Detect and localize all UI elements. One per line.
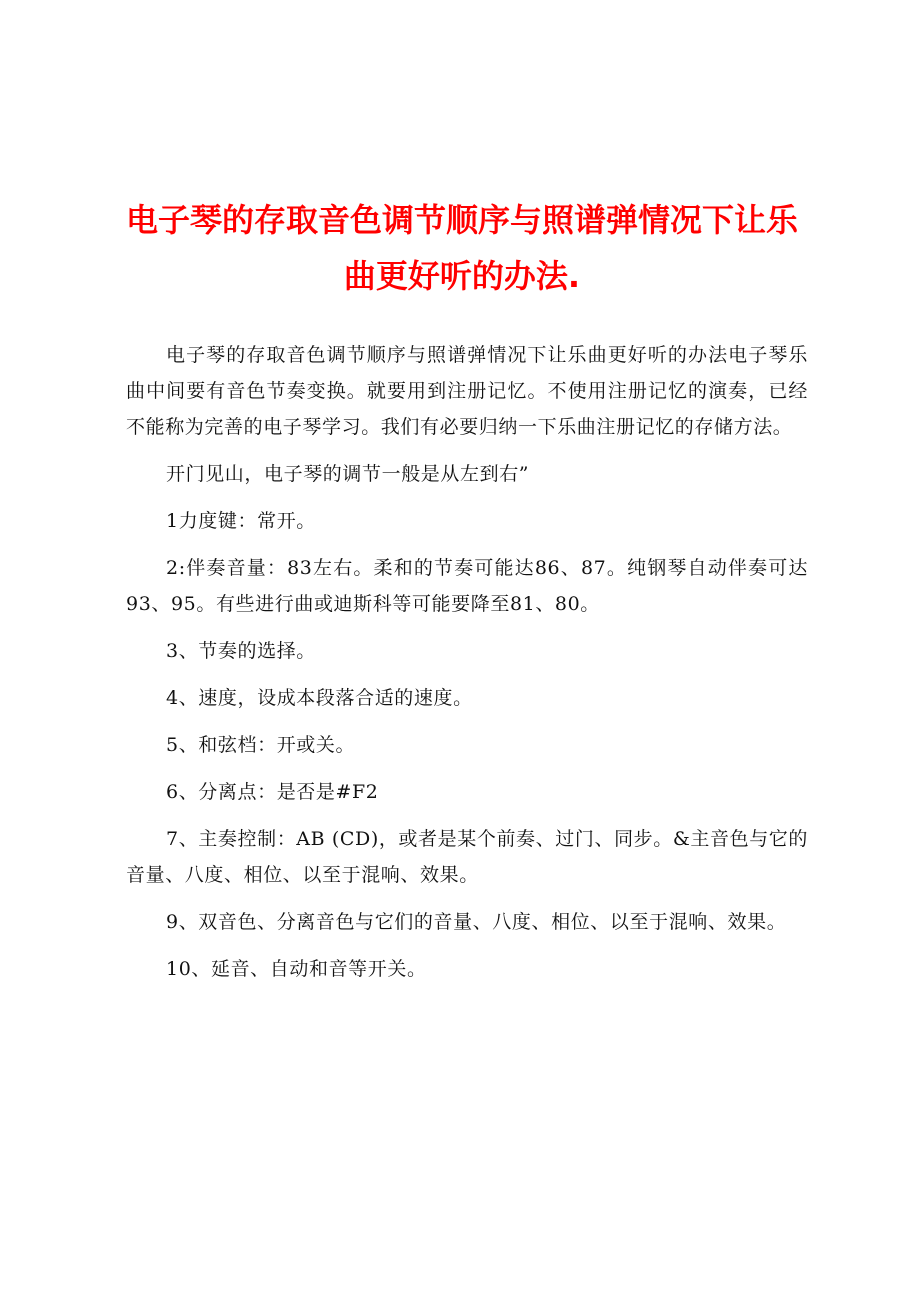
paragraph-step-7: 7、主奏控制：AB (CD)，或者是某个前奏、过门、同步。&主音色与它的音量、八度、相位、以至于混响、效果。 <box>126 828 808 886</box>
paragraph-step-10: 10、延音、自动和音等开关。 <box>166 958 427 980</box>
paragraph-overview: 开门见山，电子琴的调节一般是从左到右” <box>166 463 530 485</box>
document-body <box>126 337 808 998</box>
paragraph-step-6: 6、分离点：是否是#F2 <box>166 781 379 803</box>
document-title: 电子琴的存取音色调节顺序与照谱弹情况下让乐曲更好听的办法. <box>125 201 798 295</box>
paragraph-step-3: 3、节奏的选择。 <box>166 640 316 662</box>
paragraph-step-1: 1力度键：常开。 <box>166 510 316 532</box>
paragraph-step-4: 4、速度，设成本段落合适的速度。 <box>166 687 473 709</box>
paragraph-step-9: 9、双音色、分离音色与它们的音量、八度、相位、以至于混响、效果。 <box>166 911 787 933</box>
paragraph-intro: 电子琴的存取音色调节顺序与照谱弹情况下让乐曲更好听的办法电子琴乐曲中间要有音色节奏变换。就要用到注册记忆。不使用注册记忆的演奏，已经不能称为完善的电子琴学习。我们有必要归纳一下乐曲注册记忆的存储方法。 <box>126 344 808 438</box>
paragraph-step-5: 5、和弦档：开或关。 <box>166 734 356 756</box>
paragraph-step-2: 2:伴奏音量：83左右。柔和的节奏可能达86、87。纯钢琴自动伴奏可达93、95。有些进行曲或迪斯科等可能要降至81、80。 <box>126 557 808 615</box>
